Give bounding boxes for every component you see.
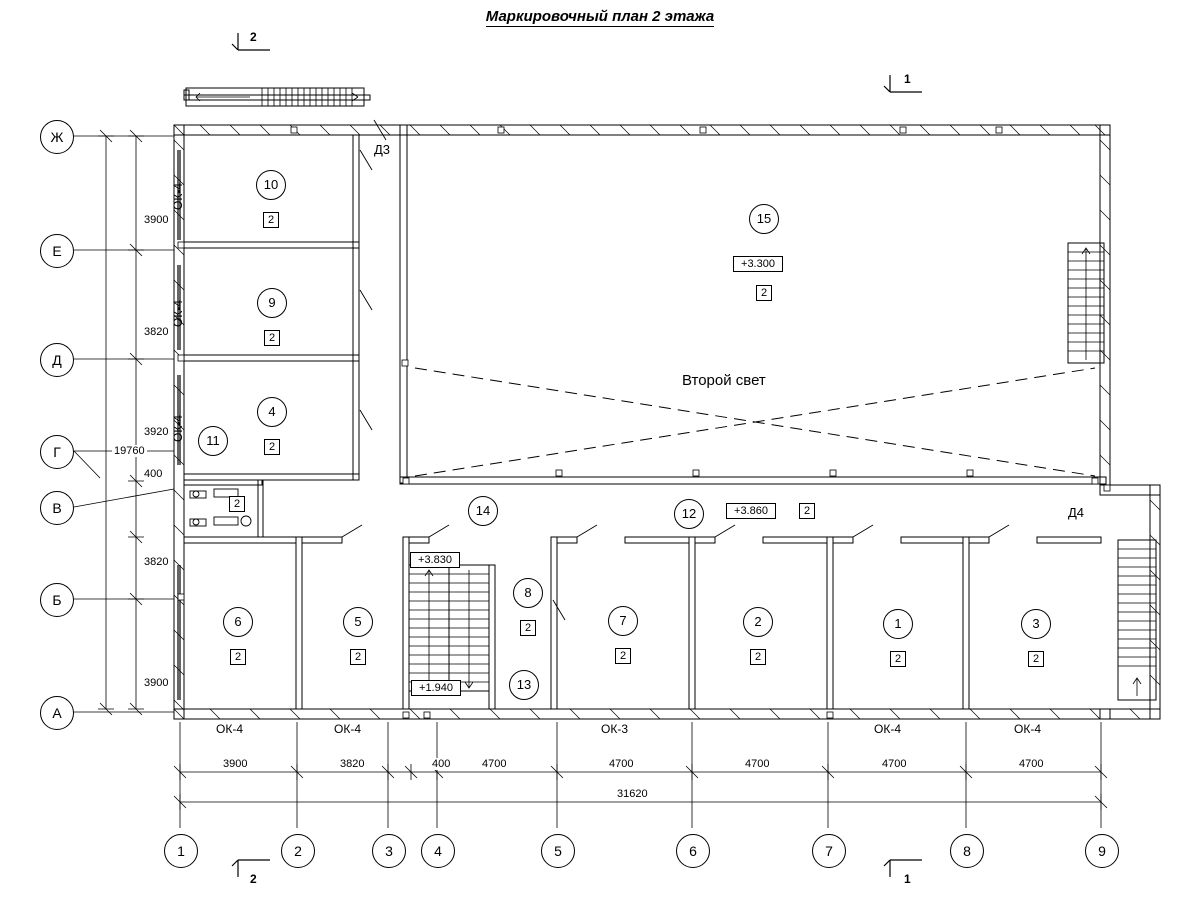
room-number[interactable]: 8 [513,578,543,608]
room-number[interactable]: 4 [257,397,287,427]
window-mark: ОК-4 [334,722,361,736]
dimension-value: 400 [432,758,451,770]
axis-marker-zh[interactable]: Ж [40,120,74,154]
dimension-value: 3920 [144,426,169,438]
room-number[interactable]: 9 [257,288,287,318]
dimension-total-value: 19760 [114,445,145,457]
dimension-value: 3900 [144,677,169,689]
room-number[interactable]: 6 [223,607,253,637]
door-label-d4: Д4 [1068,505,1085,520]
axis-marker-2[interactable]: 2 [281,834,315,868]
window-mark: ОК-4 [874,722,901,736]
section-mark-2-top: 2 [250,30,257,44]
room-finish-code: 2 [756,285,772,301]
window-mark: ОК-4 [171,415,185,442]
room-number[interactable]: 5 [343,607,373,637]
room-number[interactable]: 2 [743,607,773,637]
section-mark-1-bottom: 1 [904,872,911,886]
room-finish-code: 2 [615,648,631,664]
axis-marker-d[interactable]: Д [40,343,74,377]
axis-marker-1[interactable]: 1 [164,834,198,868]
axis-marker-5[interactable]: 5 [541,834,575,868]
section-mark-2-bottom: 2 [250,872,257,886]
axis-marker-8[interactable]: 8 [950,834,984,868]
window-mark: ОК-4 [171,300,185,327]
dimension-value: 4700 [609,758,634,770]
dimension-value: 4700 [1019,758,1044,770]
room-finish-code: 2 [264,330,280,346]
axis-marker-b[interactable]: Б [40,583,74,617]
axis-marker-g[interactable]: Г [40,435,74,469]
axis-marker-9[interactable]: 9 [1085,834,1119,868]
door-label-d3: Д3 [374,142,391,157]
elevation-marker: +3.830 [410,552,460,568]
room-finish-code: 2 [350,649,366,665]
room-number[interactable]: 3 [1021,609,1051,639]
dimension-value: 3820 [144,326,169,338]
dimension-total-value: 31620 [617,788,648,800]
section-mark-1-top: 1 [904,72,911,86]
dimension-value: 400 [144,468,163,480]
axis-marker-v[interactable]: В [40,491,74,525]
dimension-value: 3900 [223,758,248,770]
dimension-value: 3820 [144,556,169,568]
room-finish-code: 2 [229,496,245,512]
window-mark: ОК-3 [601,722,628,736]
room-number[interactable]: 11 [198,426,228,456]
room-finish-code: 2 [890,651,906,667]
axis-marker-a[interactable]: А [40,696,74,730]
elevation-marker: +3.300 [733,256,783,272]
second-light-label: Второй свет [682,372,766,389]
room-finish-code: 2 [1028,651,1044,667]
axis-marker-6[interactable]: 6 [676,834,710,868]
window-mark: ОК-4 [171,183,185,210]
room-number[interactable]: 12 [674,499,704,529]
room-number[interactable]: 13 [509,670,539,700]
dimension-value: 3900 [144,214,169,226]
room-number[interactable]: 7 [608,606,638,636]
room-finish-code: 2 [263,212,279,228]
axis-marker-e[interactable]: Е [40,234,74,268]
dimension-value: 4700 [482,758,507,770]
window-mark: ОК-4 [1014,722,1041,736]
axis-marker-4[interactable]: 4 [421,834,455,868]
elevation-marker: +1.940 [411,680,461,696]
room-finish-code: 2 [520,620,536,636]
room-number[interactable]: 15 [749,204,779,234]
elevation-marker: +3.860 [726,503,776,519]
axis-marker-3[interactable]: 3 [372,834,406,868]
window-mark: ОК-4 [216,722,243,736]
room-finish-code: 2 [230,649,246,665]
room-finish-code: 2 [264,439,280,455]
dimension-value: 4700 [745,758,770,770]
room-number[interactable]: 10 [256,170,286,200]
page-title: Маркировочный план 2 этажа [485,8,715,25]
room-finish-code: 2 [750,649,766,665]
room-number[interactable]: 14 [468,496,498,526]
dimension-value: 3820 [340,758,365,770]
axis-marker-7[interactable]: 7 [812,834,846,868]
room-finish-code: 2 [799,503,815,519]
room-number[interactable]: 1 [883,609,913,639]
dimension-value: 4700 [882,758,907,770]
